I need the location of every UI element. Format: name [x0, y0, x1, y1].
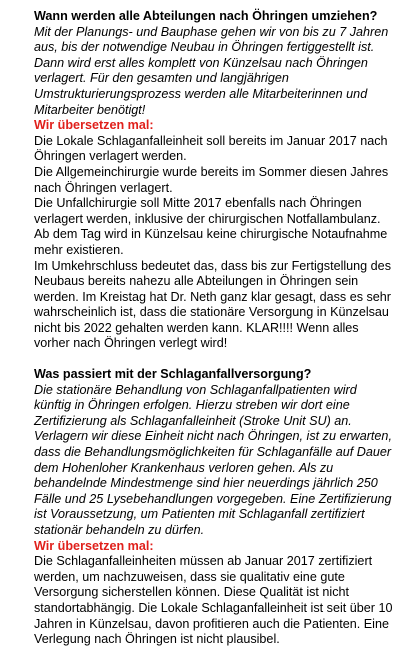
section-stroke-care [34, 367, 394, 648]
section-question: Wann werden alle Abteilungen nach Öhringen umziehen? [34, 9, 378, 23]
paragraph: Die Allgemeinchirurgie wurde bereits im Sommer diesen Jahres nach Öhringen verlagert. [34, 164, 389, 195]
paragraph: Die Unfallchirurgie soll Mitte 2017 ebenfalls nach Öhringen verlagert werden, inklusive der chirurgischen Notfallambulanz. Ab dem Tag wird in Künzelsau keine chirurgische Notaufnahme mehr existieren. [34, 196, 388, 257]
section-relocation [34, 9, 394, 352]
section-intro: Mit der Planungs- und Bauphase gehen wir von bis zu 7 Jahren aus, bis der notwendige Neubau in Öhringen fertiggestellt ist. Dann wird erst alles komplett von Künzelsau nach Öhringen verlagert. Für den gesamten und langjährigen Umstrukturierungsprozess werden alle Mitarbeiterinnen und Mitarbeiter benötigt! [34, 24, 389, 117]
translation-label: Wir übersetzen mal: [34, 538, 154, 553]
paragraph: Die Schlaganfalleinheiten müssen ab Januar 2017 zertifiziert werden, um nachzuweisen, dass sie qualitativ eine gute Versorgung sicherstellen können. Diese Qualität ist nicht standortabhängig. Die Lokale Schlaganfalleinheit ist seit über 10 Jahren in Künzelsau, davon profitieren auch die Patienten. Eine Verlegung nach Öhringen ist nicht plausibel. [34, 554, 393, 647]
section-intro: Die stationäre Behandlung von Schlaganfallpatienten wird künftig in Öhringen erfolgen. Hierzu streben wir dort eine Zertifizierung als Schlaganfalleinheit (Stroke Unit SU) an. Verlagern wir diese Einheit nicht nach Öhringen, ist zu erwarten, dass die Behandlungsmöglichkeiten für Schlaganfälle auf Dauer dem Hohenloher Krankenhaus verloren gehen. Als zu behandelnde Mindestmenge sind hier neuerdings jährlich 250 Fälle und 25 Lysebehandlungen vorgegeben. Eine Zertifizierung ist Voraussetzung, um Patienten mit Schlaganfall zertifiziert stationär behandeln zu dürfen. [34, 382, 392, 537]
paragraph: Im Umkehrschluss bedeutet das, dass bis zur Fertigstellung des Neubaus bereits nahezu alle Abteilungen in Öhringen sein werden. Im Kreistag hat Dr. Neth ganz klar gesagt, dass es sehr wahrscheinlich ist, dass die stationäre Versorgung in Künzelsau nicht bis 2022 gehalten werden kann. KLAR!!!! Wenn alles vorher nach Öhringen verlegt wird! [34, 258, 391, 351]
paragraph: Die Lokale Schlaganfalleinheit soll bereits im Januar 2017 nach Öhringen verlagert werden. [34, 133, 388, 164]
section-question: Was passiert mit der Schlaganfallversorgung? [34, 367, 312, 382]
translation-label: Wir übersetzen mal: [34, 118, 154, 133]
